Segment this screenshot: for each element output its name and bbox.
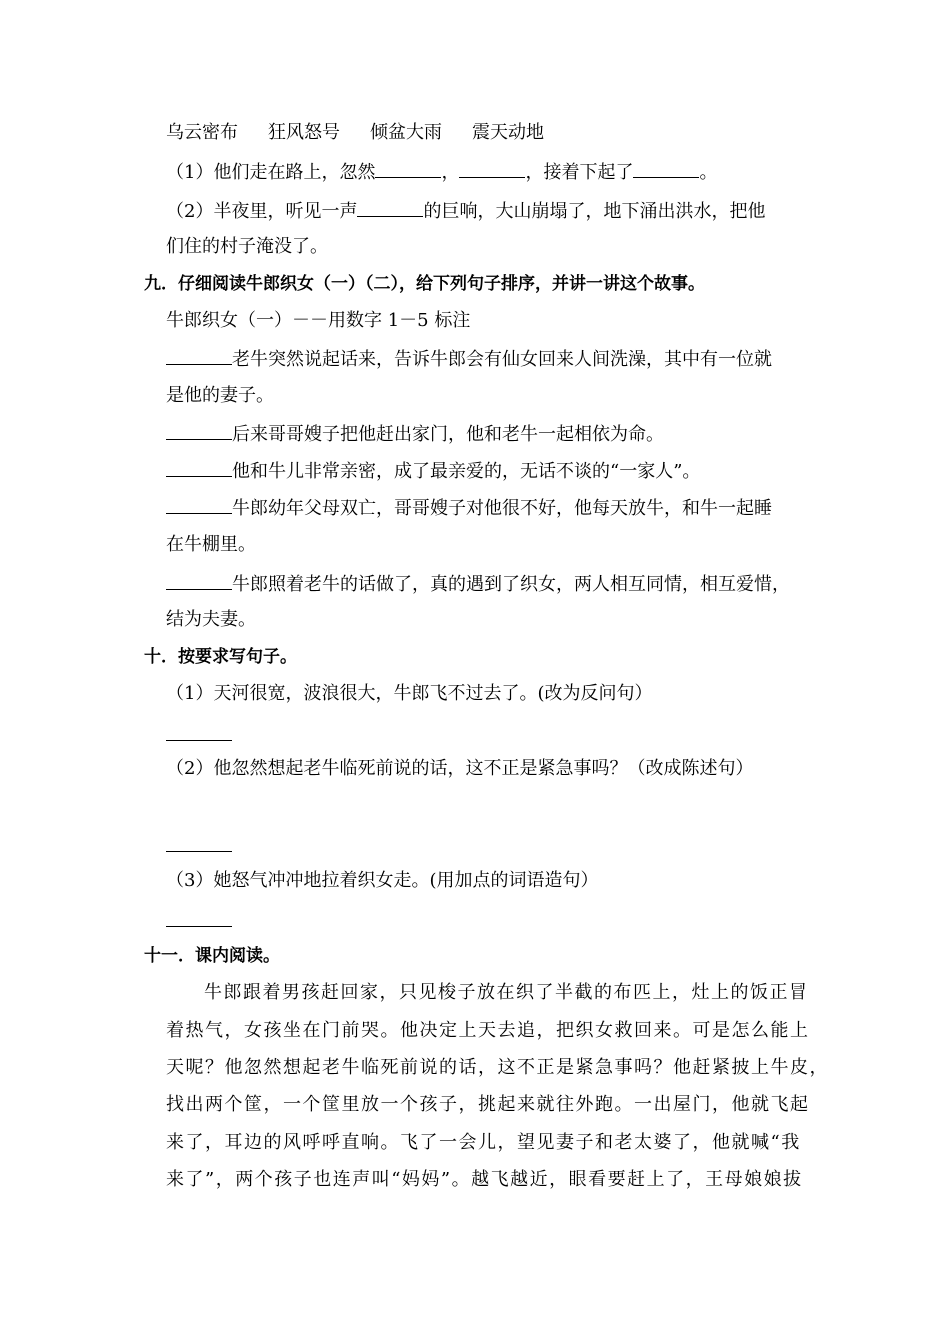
order-item: 老牛突然说起话来，告诉牛郎会有仙女回来人间洗澡，其中有一位就 (166, 346, 772, 372)
q8-sentence-1: （1）他们走在路上，忽然 ， ，接着下起了 。 (166, 159, 717, 185)
word-option: 狂风怒号 (268, 122, 340, 143)
order-item-cont: 在牛棚里。 (166, 534, 256, 555)
answer-line[interactable] (166, 926, 232, 927)
word-option: 乌云密布 (166, 122, 238, 143)
passage-line: 着热气，女孩坐在门前哭。他决定上天去追，把织女救回来。可是怎么能上 (166, 1020, 810, 1041)
order-item-cont: 是他的妻子。 (166, 385, 274, 406)
passage-line: 牛郎跟着男孩赶回家，只见梭子放在织了半截的布匹上，灶上的饭正冒 (204, 982, 809, 1003)
passage-line: 找出两个筐，一个筐里放一个孩子，挑起来就往外跑。一出屋门，他就飞起 (166, 1094, 810, 1115)
q10-item-3: （3）她怒气冲冲地拉着织女走。(用加点的词语造句） (166, 870, 599, 891)
q11-heading: 十一．课内阅读。 (144, 946, 280, 966)
q8-sentence-2: （2）半夜里，听见一声 的巨响，大山崩塌了，地下涌出洪水，把他 (166, 198, 765, 224)
answer-line[interactable] (166, 740, 232, 741)
word-option: 震天动地 (472, 122, 544, 143)
order-item: 后来哥哥嫂子把他赶出家门，他和老牛一起相依为命。 (166, 421, 664, 447)
word-bank (166, 121, 544, 145)
q8-sentence-2-cont: 们住的村子淹没了。 (166, 236, 328, 257)
fill-blank[interactable] (633, 159, 699, 178)
passage-line: 来了，耳边的风呼呼直响。飞了一会儿，望见妻子和老太婆了，他就喊“我 (166, 1132, 801, 1153)
passage-line: 天呢？他忽然想起老牛临死前说的话，这不正是紧急事吗？他赶紧披上牛皮， (166, 1057, 829, 1078)
order-blank[interactable] (166, 495, 232, 514)
fill-blank[interactable] (459, 159, 525, 178)
fill-blank[interactable] (375, 159, 441, 178)
q10-item-2: （2）他忽然想起老牛临死前说的话，这不正是紧急事吗？（改成陈述句） (166, 758, 754, 779)
answer-line[interactable] (166, 851, 232, 852)
q10-item-1: （1）天河很宽，波浪很大，牛郎飞不过去了。(改为反问句） (166, 683, 653, 704)
q10-heading: 十．按要求写句子。 (144, 647, 297, 667)
order-blank[interactable] (166, 458, 232, 477)
order-item: 他和牛儿非常亲密，成了最亲爱的，无话不谈的“一家人”。 (166, 458, 700, 484)
order-item: 牛郎照着老牛的话做了，真的遇到了织女，两人相互同情，相互爱惜， (166, 571, 790, 597)
q9-subtitle: 牛郎织女（一）－－用数字 1－5 标注 (166, 310, 471, 331)
order-item: 牛郎幼年父母双亡，哥哥嫂子对他很不好，他每天放牛，和牛一起睡 (166, 495, 772, 521)
word-option: 倾盆大雨 (370, 122, 442, 143)
order-blank[interactable] (166, 346, 232, 365)
q9-heading: 九．仔细阅读牛郎织女（一）（二），给下列句子排序，并讲一讲这个故事。 (144, 274, 705, 294)
order-blank[interactable] (166, 571, 232, 590)
fill-blank[interactable] (357, 198, 423, 217)
passage-line: 来了”，两个孩子也连声叫“妈妈”。越飞越近，眼看要赶上了，王母娘娘拔 (166, 1169, 803, 1190)
order-blank[interactable] (166, 421, 232, 440)
order-item-cont: 结为夫妻。 (166, 609, 256, 630)
